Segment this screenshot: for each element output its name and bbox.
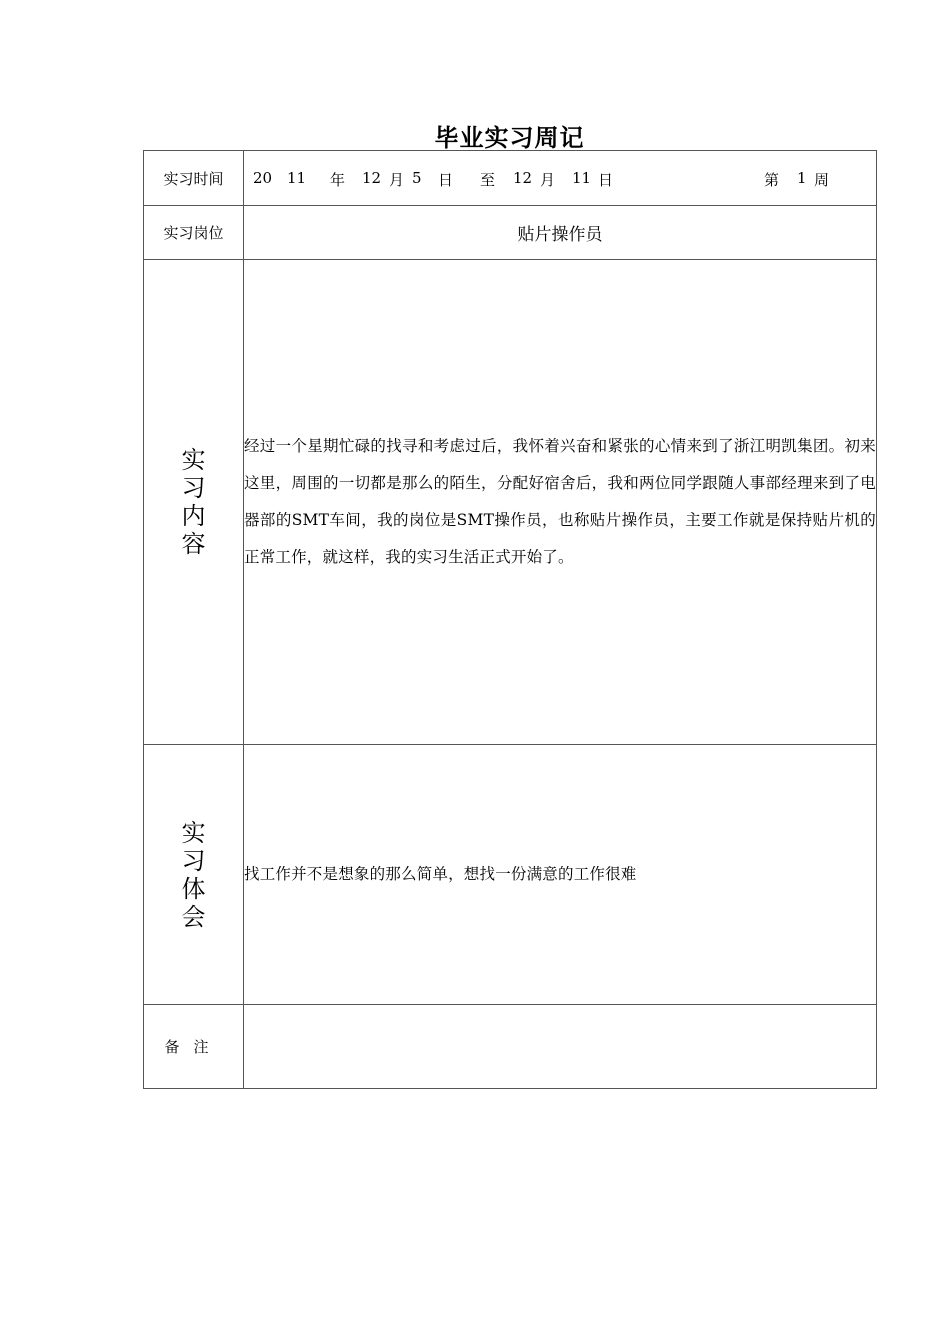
start-day: 5 — [412, 169, 422, 187]
internship-content-label — [144, 260, 244, 745]
end-day-unit: 日 — [598, 171, 614, 189]
weekly-diary-table — [143, 150, 877, 1089]
label-char: 内 — [181, 502, 206, 530]
label-char: 实 — [181, 818, 206, 847]
label-char: 习 — [181, 474, 206, 502]
internship-reflection-label — [144, 745, 244, 1005]
remarks-value — [244, 1005, 877, 1089]
remarks-label: 备注 — [144, 1005, 244, 1089]
start-day-unit: 日 — [438, 171, 454, 189]
internship-time-row — [144, 151, 877, 206]
year-unit: 年 — [330, 171, 346, 189]
page-title: 毕业实习周记 — [434, 124, 585, 152]
label-char: 习 — [181, 846, 206, 875]
internship-post-row — [144, 206, 877, 260]
end-month: 12 — [513, 169, 533, 187]
label-char: 会 — [181, 902, 206, 931]
internship-time-label: 实习时间 — [144, 151, 244, 206]
start-month: 12 — [362, 169, 382, 187]
remarks-row — [144, 1005, 877, 1089]
week-number: 1 — [797, 169, 807, 187]
internship-content-row — [144, 260, 877, 745]
label-char: 体 — [181, 874, 206, 903]
start-month-unit: 月 — [389, 171, 405, 189]
internship-reflection-row — [144, 745, 877, 1005]
year-suffix: 11 — [287, 169, 307, 187]
week-prefix: 第 — [764, 171, 780, 189]
to-label: 至 — [480, 171, 496, 189]
label-char: 容 — [181, 530, 206, 558]
year-prefix: 20 — [253, 169, 273, 187]
internship-post-label: 实习岗位 — [144, 206, 244, 260]
label-char: 实 — [181, 446, 206, 474]
internship-reflection-text: 找工作并不是想象的那么简单，想找一份满意的工作很难 — [244, 745, 877, 1005]
week-unit: 周 — [814, 171, 830, 189]
internship-content-text: 经过一个星期忙碌的找寻和考虑过后，我怀着兴奋和紧张的心情来到了浙江明凯集团。初来这里，周围的一切都是那么的陌生，分配好宿舍后，我和两位同学跟随人事部经理来到了电器部的SMT车间，我的岗位是SMT操作员，也称贴片操作员，主要工作就是保持贴片机的正常工作，就这样，我的实习生活正式开始了。 — [244, 260, 877, 745]
internship-time-value — [244, 151, 877, 206]
end-day: 11 — [572, 169, 592, 187]
end-month-unit: 月 — [540, 171, 556, 189]
internship-post-value: 贴片操作员 — [244, 206, 877, 260]
